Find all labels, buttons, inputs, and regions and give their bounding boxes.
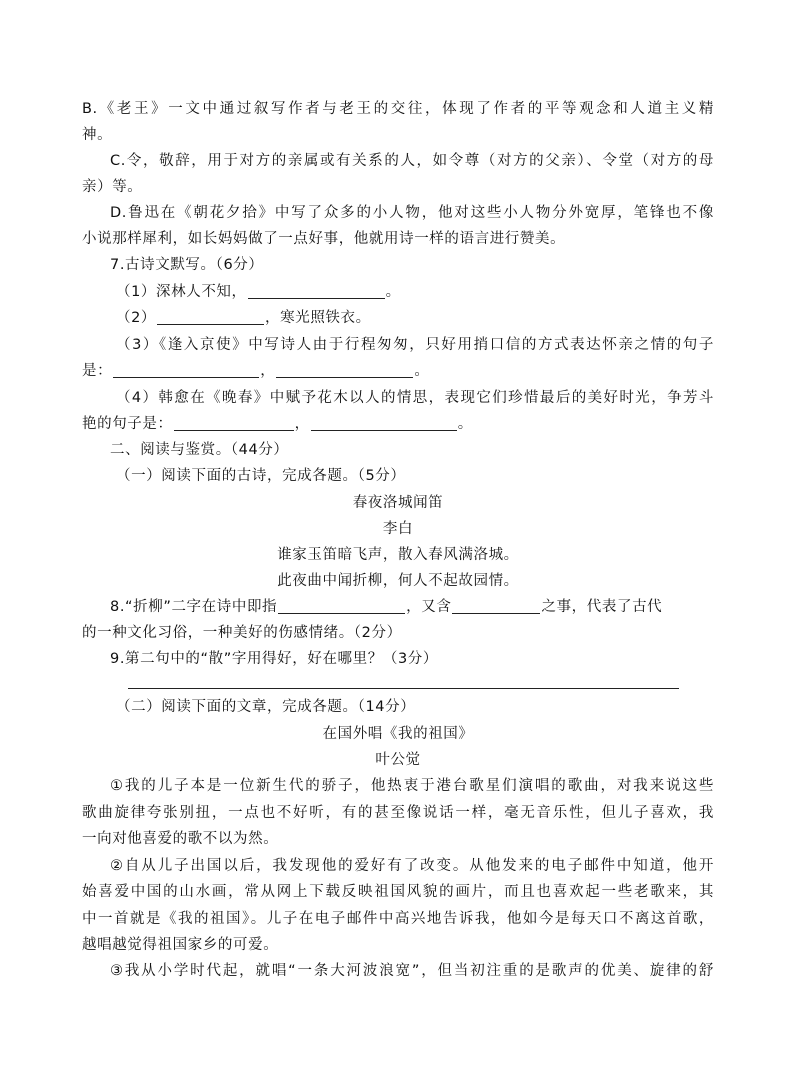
q7-1-prompt: （1）深林人不知， xyxy=(116,284,247,300)
option-c-line-2: 亲）等。 xyxy=(82,179,143,195)
question-7-3-line-1: （3）《逢入京使》中写诗人由于行程匆匆，只好用捎口信的方式表达怀亲之情的句子 xyxy=(116,337,714,353)
paragraph-2-line-4: 越唱越觉得祖国家乡的可爱。 xyxy=(82,937,279,953)
article-author: 叶公觉 xyxy=(375,752,421,768)
q7-2-end: ，寒光照铁衣。 xyxy=(265,310,371,326)
question-7-3-line-2 xyxy=(82,361,714,381)
paragraph-2-line-2: 始喜爱中国的山水画，常从网上下载反映祖国风貌的画片，而且也喜欢起一些老歌来，其 xyxy=(82,884,714,900)
question-7-2 xyxy=(116,308,371,328)
q7-2-answer-blank[interactable] xyxy=(157,308,264,325)
q7-4-answer-blank-2[interactable] xyxy=(311,414,457,431)
question-8-line-2: 的一种文化习俗，一种美好的伤感情绪。（2分） xyxy=(82,625,402,641)
paragraph-1-line-1: ①我的儿子本是一位新生代的骄子，他热衷于港台歌星们演唱的歌曲，对我来说这些 xyxy=(110,778,714,794)
question-7-4-line-1: （4）韩愈在《晚春》中赋予花木以人的情思，表现它们珍惜最后的美好时光，争芳斗 xyxy=(116,390,714,406)
q7-1-answer-blank[interactable] xyxy=(248,282,385,299)
question-9: 9.第二句中的“散”字用得好，好在哪里？（3分） xyxy=(110,651,438,667)
option-b-line-1: B.《老王》一文中通过叙写作者与老王的交往，体现了作者的平等观念和人道主义精 xyxy=(82,101,714,117)
paragraph-2-line-1: ②自从儿子出国以后，我发现他的爱好有了改变。从他发来的电子邮件中知道，他开 xyxy=(110,858,714,874)
paragraph-1-line-3: 一向对他喜爱的歌不以为然。 xyxy=(82,831,279,847)
q7-3-answer-blank-1[interactable] xyxy=(113,361,259,378)
poem-line-2: 此夜曲中闻折柳，何人不起故园情。 xyxy=(277,573,519,589)
q8-middle: ，又含 xyxy=(406,599,452,615)
q8-prompt: 8.“折柳”二字在诗中即指 xyxy=(110,599,278,615)
q8-answer-blank-2[interactable] xyxy=(452,597,540,614)
paragraph-3-line-1: ③我从小学时代起，就唱“一条大河波浪宽”，但当初注重的是歌声的优美、旋律的舒 xyxy=(110,963,714,979)
q7-4-end: 。 xyxy=(457,416,473,432)
q7-3-end: 。 xyxy=(414,363,430,379)
q9-answer-line[interactable] xyxy=(128,688,679,689)
option-d-line-1: D.鲁迅在《朝花夕拾》中写了众多的小人物，他对这些小人物分外宽厚，笔锋也不像 xyxy=(110,205,714,221)
poem-title: 春夜洛城闻笛 xyxy=(352,495,444,511)
q7-2-prompt: （2） xyxy=(116,310,157,326)
option-c-line-1: C.令，敬辞，用于对方的亲属或有关系的人，如令尊（对方的父亲）、令堂（对方的母 xyxy=(110,153,714,169)
article-title: 在国外唱《我的祖国》 xyxy=(322,726,474,742)
part-2-heading: （二）阅读下面的文章，完成各题。（14分） xyxy=(116,699,416,715)
option-d-line-2: 小说那样犀利，如长妈妈做了一点好事，他就用诗一样的语言进行赞美。 xyxy=(82,231,566,247)
q7-4-answer-blank-1[interactable] xyxy=(174,414,294,431)
question-8-line-1 xyxy=(110,597,714,617)
paragraph-1-line-2: 歌曲旋律夸张别扭，一点也不好听，有的甚至像说话一样，毫无音乐性，但儿子喜欢，我 xyxy=(82,805,714,821)
q8-answer-blank-1[interactable] xyxy=(278,597,405,614)
question-7-4-line-2 xyxy=(82,414,714,434)
question-7-heading: 7.古诗文默写。（6分） xyxy=(110,257,264,273)
poem-line-1: 谁家玉笛暗飞声，散入春风满洛城。 xyxy=(277,547,519,563)
q7-4-comma: ， xyxy=(294,416,310,432)
q7-3-answer-blank-2[interactable] xyxy=(276,361,413,378)
option-b-line-2: 神。 xyxy=(82,127,113,143)
poem-author: 李白 xyxy=(382,521,414,537)
section-2-heading: 二、阅读与鉴赏。（44分） xyxy=(110,442,289,458)
part-1-heading: （一）阅读下面的古诗，完成各题。（5分） xyxy=(116,468,406,484)
q7-3-comma: ， xyxy=(260,363,276,379)
q8-tail: 之事，代表了古代 xyxy=(541,599,663,615)
q7-1-end: 。 xyxy=(385,284,401,300)
q7-3-prompt: 是： xyxy=(82,363,113,379)
paragraph-2-line-3: 中一首就是《我的祖国》。儿子在电子邮件中高兴地告诉我，他如今是每天口不离这首歌， xyxy=(82,911,714,927)
question-7-1 xyxy=(116,282,401,302)
q7-4-prompt: 艳的句子是： xyxy=(82,416,173,432)
